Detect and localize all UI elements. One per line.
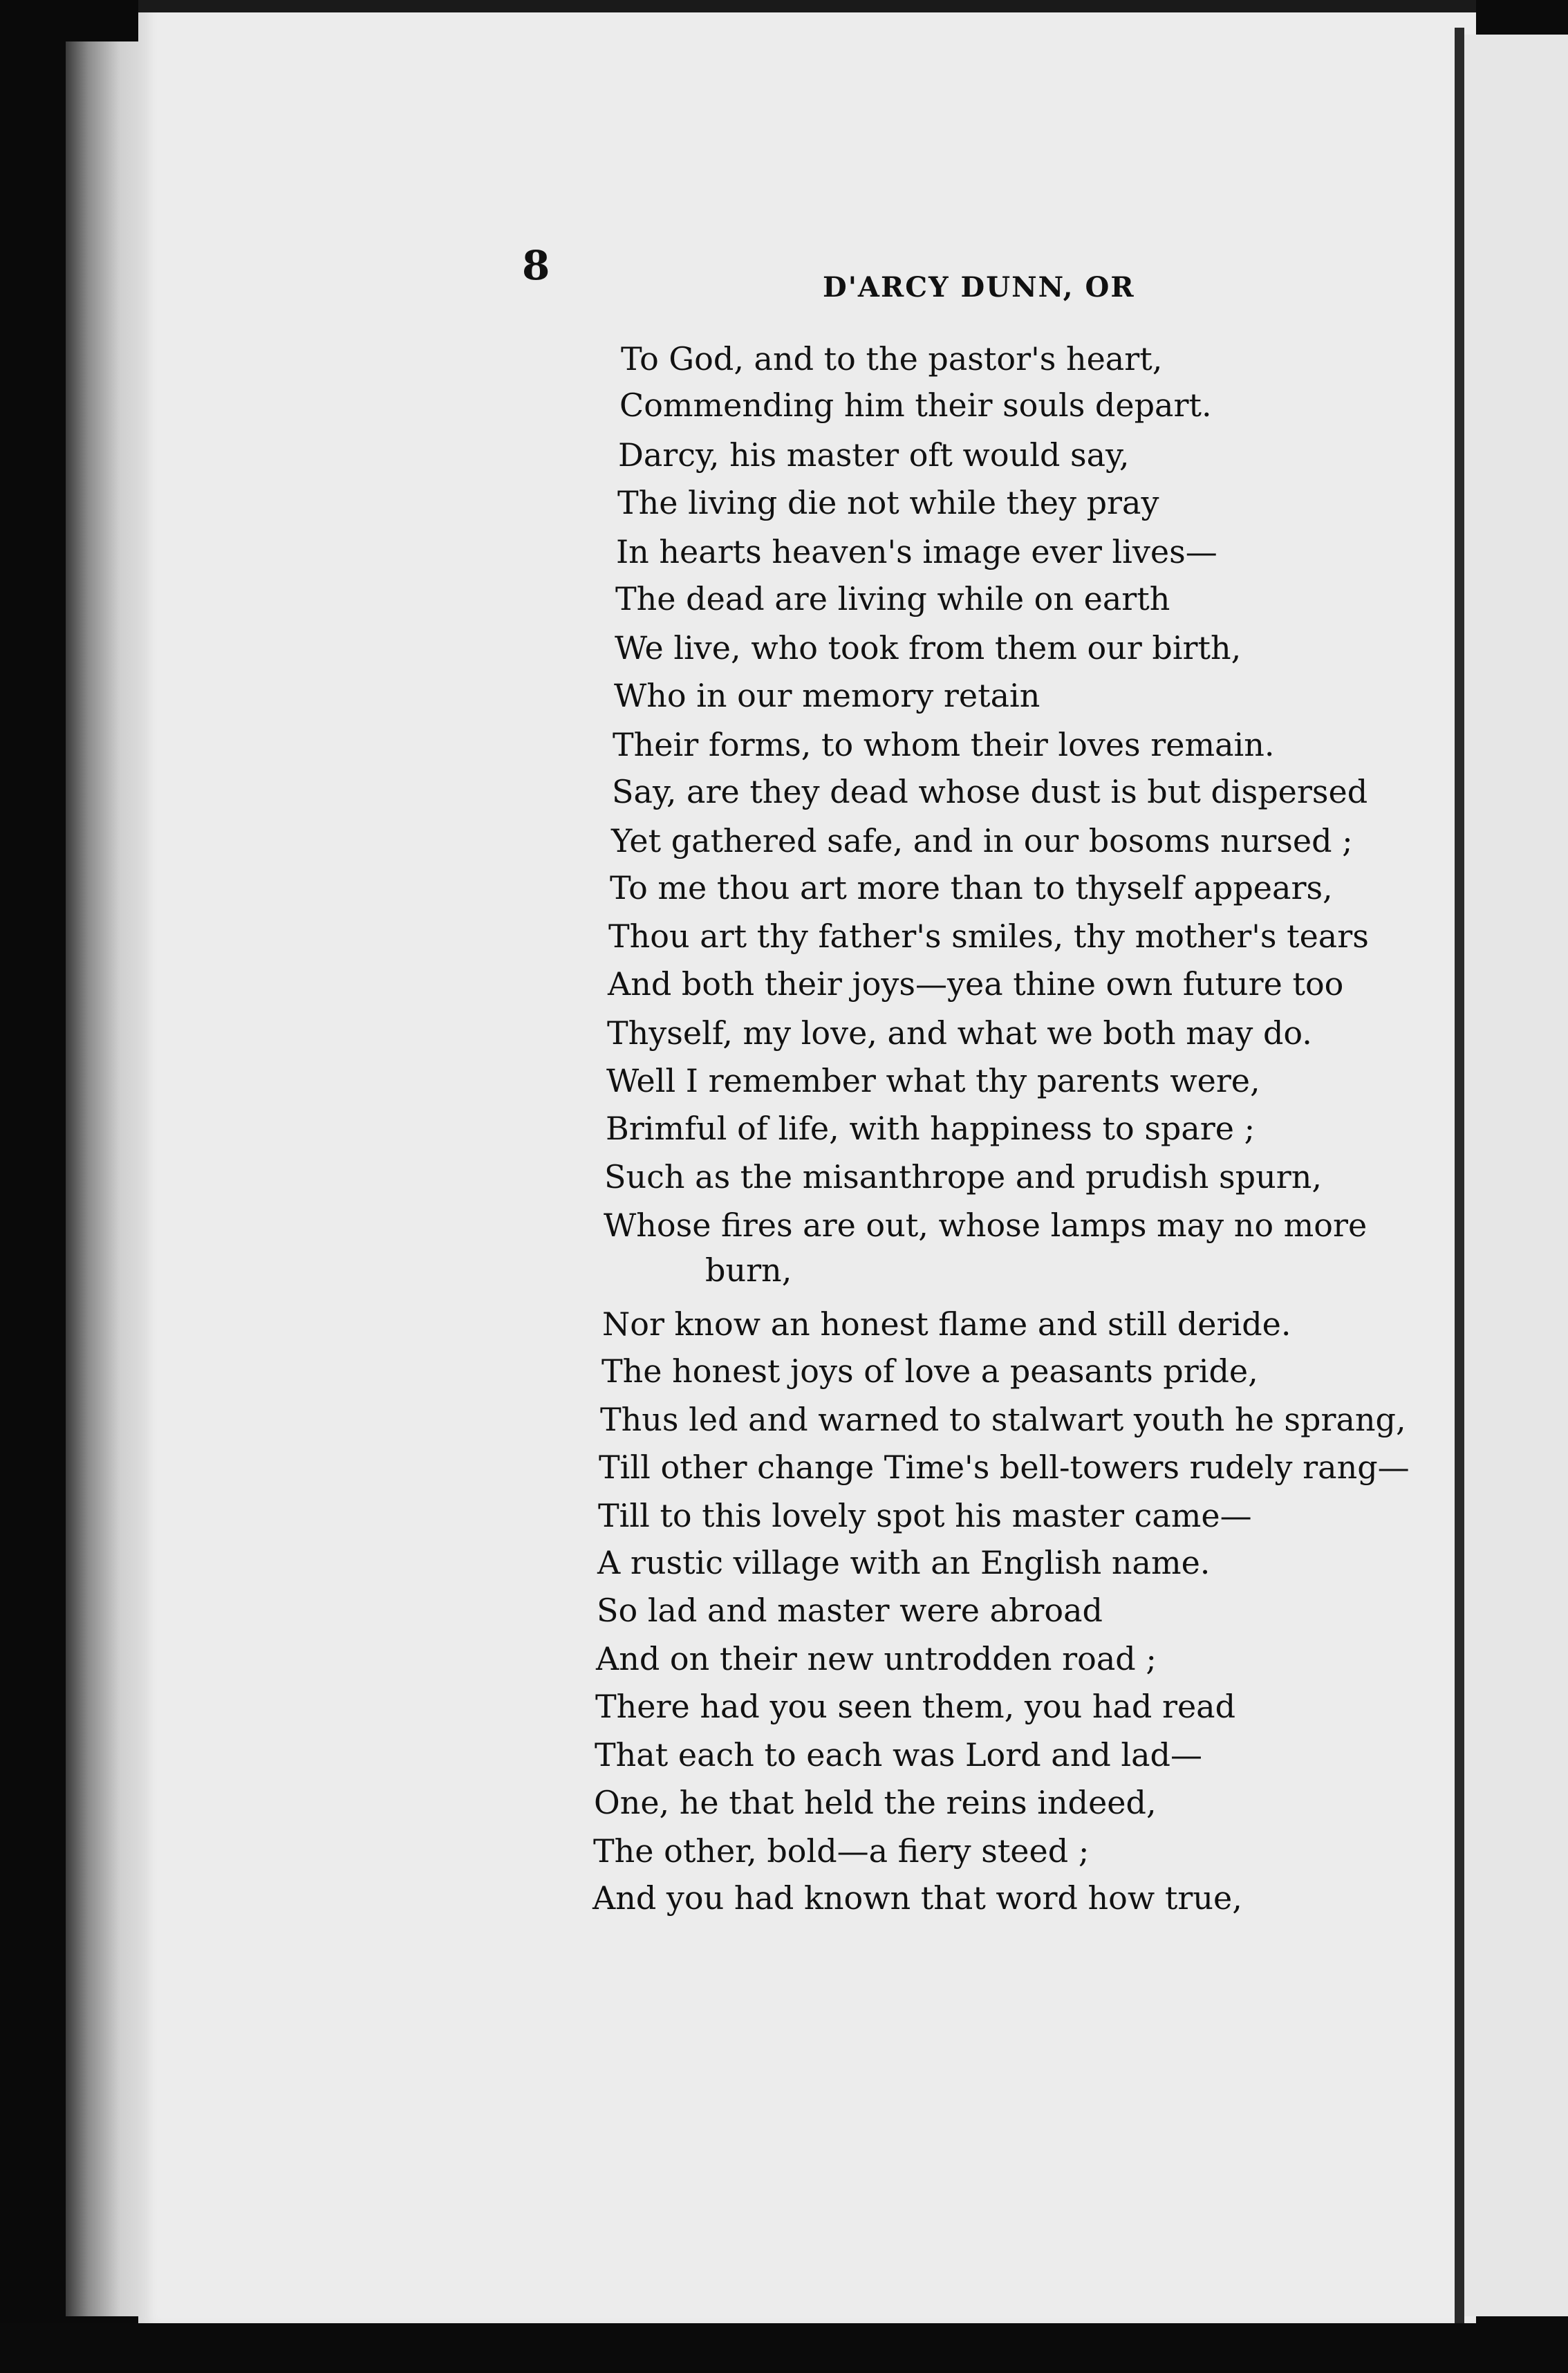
poem-line: The dead are living while on earth: [615, 580, 1170, 617]
poem-line: Brimful of life, with happiness to spare ;: [606, 1110, 1256, 1147]
poem-line: To me thou art more than to thyself appears,: [610, 869, 1333, 906]
poem-line: That each to each was Lord and lad—: [595, 1736, 1202, 1774]
poem-line: And both their joys—yea thine own future too: [608, 965, 1344, 1003]
poem-line: Say, are they dead whose dust is but dispersed: [612, 773, 1368, 810]
poem-line: Yet gathered safe, and in our bosoms nursed ;: [611, 822, 1353, 859]
poem-line: Thus led and warned to stalwart youth he sprang,: [600, 1401, 1406, 1438]
page-number: 8: [522, 242, 550, 289]
poem-line: And on their new untrodden road ;: [596, 1640, 1157, 1677]
poem-line: The honest joys of love a peasants pride,: [601, 1352, 1258, 1390]
poem-line: A rustic village with an English name.: [597, 1544, 1211, 1581]
poem-line: We live, who took from them our birth,: [615, 629, 1242, 667]
poem-line: Till to this lovely spot his master came—: [598, 1497, 1252, 1534]
poem-line: One, he that held the reins indeed,: [594, 1784, 1157, 1821]
poem-line: Their forms, to whom their loves remain.: [613, 726, 1275, 763]
poem-line: Whose fires are out, whose lamps may no more: [604, 1207, 1368, 1244]
poem-line: Who in our memory retain: [614, 677, 1040, 714]
poem-line: Such as the misanthrope and prudish spurn,: [604, 1158, 1322, 1195]
poem-line: The living die not while they pray: [617, 484, 1159, 521]
poem-line: So lad and master were abroad: [597, 1592, 1103, 1629]
poem-line: Well I remember what thy parents were,: [606, 1062, 1260, 1099]
poem-line: To God, and to the pastor's heart,: [621, 340, 1163, 378]
poem-line: In hearts heaven's image ever lives—: [616, 533, 1217, 570]
poem-line: The other, bold—a fiery steed ;: [593, 1832, 1090, 1870]
poem-line: Thyself, my love, and what we both may do.: [607, 1014, 1312, 1052]
poem-line: And you had known that word how true,: [592, 1879, 1242, 1917]
poem-line: There had you seen them, you had read: [595, 1688, 1236, 1725]
poem-line: Darcy, his master oft would say,: [618, 436, 1130, 474]
poem-line: Nor know an honest flame and still deride.: [602, 1305, 1291, 1343]
poem-line: Till other change Time's bell-towers rudely rang—: [599, 1449, 1410, 1486]
poem-line-continuation: burn,: [705, 1251, 792, 1289]
running-title: D'ARCY DUNN, OR: [823, 271, 1135, 304]
poem-line: Thou art thy father's smiles, thy mother's tears: [608, 918, 1369, 955]
poem-line: Commending him their souls depart.: [619, 387, 1212, 424]
